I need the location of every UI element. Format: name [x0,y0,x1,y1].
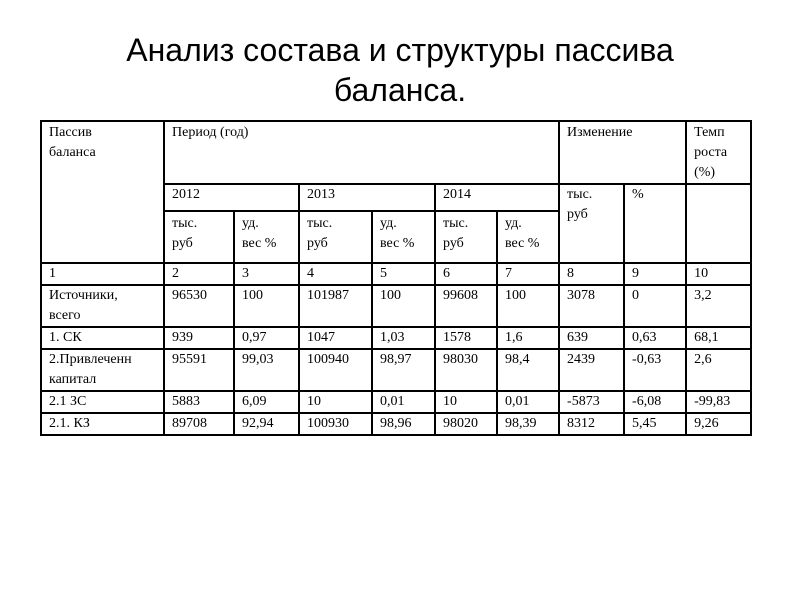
header-unit-cell: уд. вес % [372,211,435,263]
header-unit-cell: уд. вес % [234,211,299,263]
column-number-cell: 6 [435,263,497,285]
table-cell: 98,97 [372,349,435,391]
table-cell: 1047 [299,327,372,349]
table-cell: 5883 [164,391,234,413]
table-cell: 2,6 [686,349,751,391]
column-number-cell: 7 [497,263,559,285]
table-cell: -5873 [559,391,624,413]
row-label-cell: 2.Привлеченн капитал [41,349,164,391]
table-cell: -0,63 [624,349,686,391]
table-cell: 99,03 [234,349,299,391]
table-row-borrowed-capital [41,349,751,391]
row-label-cell: Источники, всего [41,285,164,327]
table-row-loans [41,391,751,413]
table-cell: 96530 [164,285,234,327]
column-number-cell: 4 [299,263,372,285]
table-cell: 100930 [299,413,372,435]
table-cell: 98030 [435,349,497,391]
table-cell: 3,2 [686,285,751,327]
column-number-cell: 8 [559,263,624,285]
row-label-cell: 1. СК [41,327,164,349]
table-cell: 100940 [299,349,372,391]
table-cell: 639 [559,327,624,349]
header-change-thousand: тыс. руб [559,184,624,263]
table-cell: 92,94 [234,413,299,435]
table-cell: 0 [624,285,686,327]
column-number-cell: 1 [41,263,164,285]
header-growth-rate-cell: Темп роста (%) [686,121,751,184]
table-row-sources-total [41,285,751,327]
table-cell: 0,63 [624,327,686,349]
table-cell: 10 [435,391,497,413]
table-cell: 3078 [559,285,624,327]
header-unit-cell: тыс. руб [435,211,497,263]
slide-title-line-2: баланса. [333,72,467,108]
slide-title [40,30,760,110]
column-number-cell: 2 [164,263,234,285]
header-unit-cell: тыс. руб [164,211,234,263]
table-cell: 10 [299,391,372,413]
table-cell: 0,01 [497,391,559,413]
table-cell: -6,08 [624,391,686,413]
header-change-percent: % [624,184,686,263]
table-cell: 99608 [435,285,497,327]
table-cell: 6,09 [234,391,299,413]
table-cell: 98,4 [497,349,559,391]
header-year-2013: 2013 [299,184,435,211]
table-cell: 98020 [435,413,497,435]
table-cell: 0,01 [372,391,435,413]
table-row-equity [41,327,751,349]
table-cell: 68,1 [686,327,751,349]
table-cell: 89708 [164,413,234,435]
table-cell: 1,6 [497,327,559,349]
header-growth-empty [686,184,751,263]
table-cell: 98,39 [497,413,559,435]
table-cell: 100 [234,285,299,327]
table-cell: 0,97 [234,327,299,349]
table-cell: -99,83 [686,391,751,413]
table-cell: 9,26 [686,413,751,435]
header-year-2014: 2014 [435,184,559,211]
table-cell: 2439 [559,349,624,391]
header-passive-cell: Пассив баланса [41,121,164,263]
table-cell: 98,96 [372,413,435,435]
header-change-cell: Изменение [559,121,686,184]
table-cell: 100 [372,285,435,327]
table-cell: 5,45 [624,413,686,435]
column-numbers-row [41,263,751,285]
slide-title-line-1: Анализ состава и структуры пассива [126,32,674,68]
header-year-2012: 2012 [164,184,299,211]
column-number-cell: 3 [234,263,299,285]
table-row-payables [41,413,751,435]
table-cell: 8312 [559,413,624,435]
row-label-cell: 2.1. КЗ [41,413,164,435]
table-cell: 939 [164,327,234,349]
table-cell: 101987 [299,285,372,327]
row-label-cell: 2.1 ЗС [41,391,164,413]
column-number-cell: 9 [624,263,686,285]
header-period-cell: Период (год) [164,121,559,184]
header-unit-cell: тыс. руб [299,211,372,263]
table-cell: 95591 [164,349,234,391]
header-unit-cell: уд. вес % [497,211,559,263]
passive-structure-table [40,120,752,436]
column-number-cell: 10 [686,263,751,285]
column-number-cell: 5 [372,263,435,285]
table-cell: 1,03 [372,327,435,349]
table-cell: 1578 [435,327,497,349]
header-row-1 [41,121,751,184]
table-cell: 100 [497,285,559,327]
